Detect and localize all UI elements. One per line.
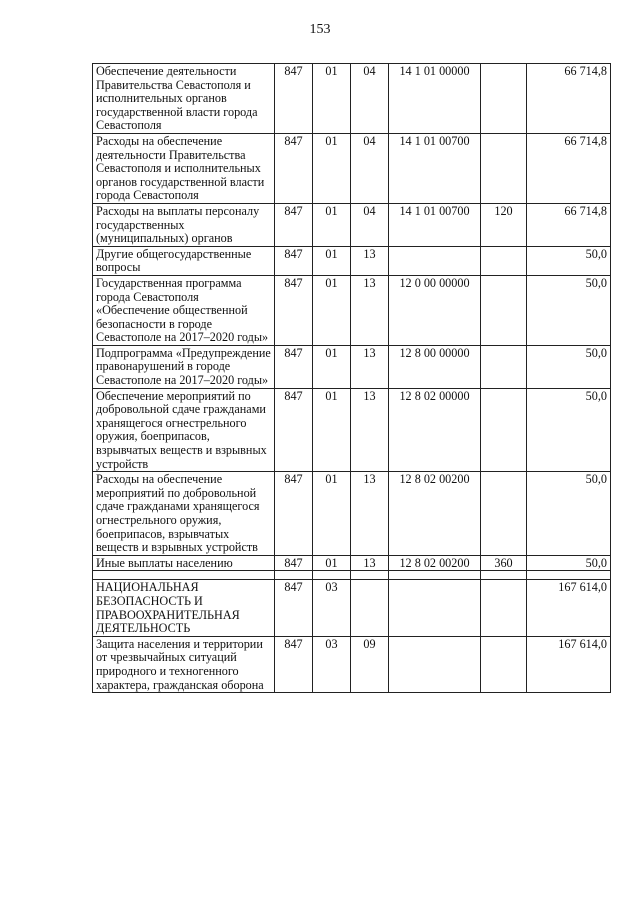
row-pr: 04 [351,203,389,246]
row-ved: 847 [275,275,313,345]
page-number: 153 [309,22,331,37]
budget-table [92,63,611,693]
spacer-cell [527,571,611,580]
row-vr [481,472,527,556]
row-ved: 847 [275,472,313,556]
row-rz: 03 [313,580,351,636]
row-amount: 66 714,8 [527,133,611,203]
row-amount: 66 714,8 [527,64,611,134]
row-csr: 14 1 01 00000 [389,64,481,134]
row-name: Обеспечение мероприятий по добровольной сдаче гражданами хранящегося огнестрельного оружия, боеприпасов, взрывчатых веществ и взрывных устройств [93,388,275,472]
row-csr: 14 1 01 00700 [389,203,481,246]
row-vr [481,345,527,388]
row-ved: 847 [275,388,313,472]
row-csr [389,246,481,275]
row-amount: 50,0 [527,275,611,345]
row-csr: 14 1 01 00700 [389,133,481,203]
row-amount: 167 614,0 [527,636,611,692]
row-amount: 167 614,0 [527,580,611,636]
table-row [93,246,611,275]
row-rz: 01 [313,275,351,345]
row-amount: 50,0 [527,472,611,556]
row-pr: 13 [351,275,389,345]
row-rz: 01 [313,246,351,275]
spacer-cell [93,571,275,580]
row-pr: 13 [351,246,389,275]
spacer-cell [481,571,527,580]
row-rz: 01 [313,133,351,203]
row-csr [389,580,481,636]
row-ved: 847 [275,345,313,388]
table-row [93,388,611,472]
row-ved: 847 [275,133,313,203]
row-ved: 847 [275,580,313,636]
spacer-cell [351,571,389,580]
row-vr [481,133,527,203]
table-row [93,636,611,692]
row-csr: 12 8 02 00000 [389,388,481,472]
table-spacer-row [93,571,611,580]
row-amount: 50,0 [527,388,611,472]
row-vr [481,388,527,472]
row-amount: 50,0 [527,345,611,388]
row-vr: 120 [481,203,527,246]
row-ved: 847 [275,203,313,246]
row-vr [481,275,527,345]
row-rz: 01 [313,472,351,556]
row-csr: 12 8 00 00000 [389,345,481,388]
row-ved: 847 [275,64,313,134]
table-row [93,472,611,556]
table-row [93,555,611,571]
row-rz: 01 [313,345,351,388]
row-ved: 847 [275,636,313,692]
row-pr: 04 [351,64,389,134]
row-rz: 01 [313,388,351,472]
row-rz: 01 [313,203,351,246]
row-csr [389,636,481,692]
row-ved: 847 [275,246,313,275]
spacer-cell [313,571,351,580]
row-vr [481,246,527,275]
row-name: Защита населения и территории от чрезвычайных ситуаций природного и техногенного характера, гражданская оборона [93,636,275,692]
row-vr [481,580,527,636]
row-amount: 50,0 [527,246,611,275]
row-name: Расходы на обеспечение деятельности Правительства Севастополя и исполнительных органов государственной власти города Севастополя [93,133,275,203]
row-vr: 360 [481,555,527,571]
row-name: Государственная программа города Севастополя «Обеспечение общественной безопасности в городе Севастополе на 2017–2020 годы» [93,275,275,345]
row-amount: 50,0 [527,555,611,571]
row-pr: 13 [351,555,389,571]
row-rz: 03 [313,636,351,692]
row-pr [351,580,389,636]
row-ved: 847 [275,555,313,571]
row-pr: 09 [351,636,389,692]
table-row [93,64,611,134]
row-pr: 13 [351,472,389,556]
row-name: НАЦИОНАЛЬНАЯ БЕЗОПАСНОСТЬ И ПРАВООХРАНИТЕЛЬНАЯ ДЕЯТЕЛЬНОСТЬ [93,580,275,636]
row-name: Другие общегосударственные вопросы [93,246,275,275]
row-name: Расходы на обеспечение мероприятий по добровольной сдаче гражданами хранящегося огнестрельного оружия, боеприпасов, взрывчатых веществ и взрывных устройств [93,472,275,556]
row-pr: 13 [351,345,389,388]
row-pr: 04 [351,133,389,203]
spacer-cell [275,571,313,580]
row-csr: 12 8 02 00200 [389,555,481,571]
table-row [93,133,611,203]
table-row [93,203,611,246]
row-pr: 13 [351,388,389,472]
row-name: Иные выплаты населению [93,555,275,571]
row-amount: 66 714,8 [527,203,611,246]
row-rz: 01 [313,64,351,134]
row-csr: 12 8 02 00200 [389,472,481,556]
row-name: Обеспечение деятельности Правительства Севастополя и исполнительных органов государственной власти города Севастополя [93,64,275,134]
table-row [93,275,611,345]
table-row [93,345,611,388]
spacer-cell [389,571,481,580]
row-vr [481,64,527,134]
row-vr [481,636,527,692]
budget-table-body [93,64,611,693]
row-name: Расходы на выплаты персоналу государственных (муниципальных) органов [93,203,275,246]
table-row [93,580,611,636]
row-name: Подпрограмма «Предупреждение правонарушений в городе Севастополе на 2017–2020 годы» [93,345,275,388]
row-rz: 01 [313,555,351,571]
row-csr: 12 0 00 00000 [389,275,481,345]
